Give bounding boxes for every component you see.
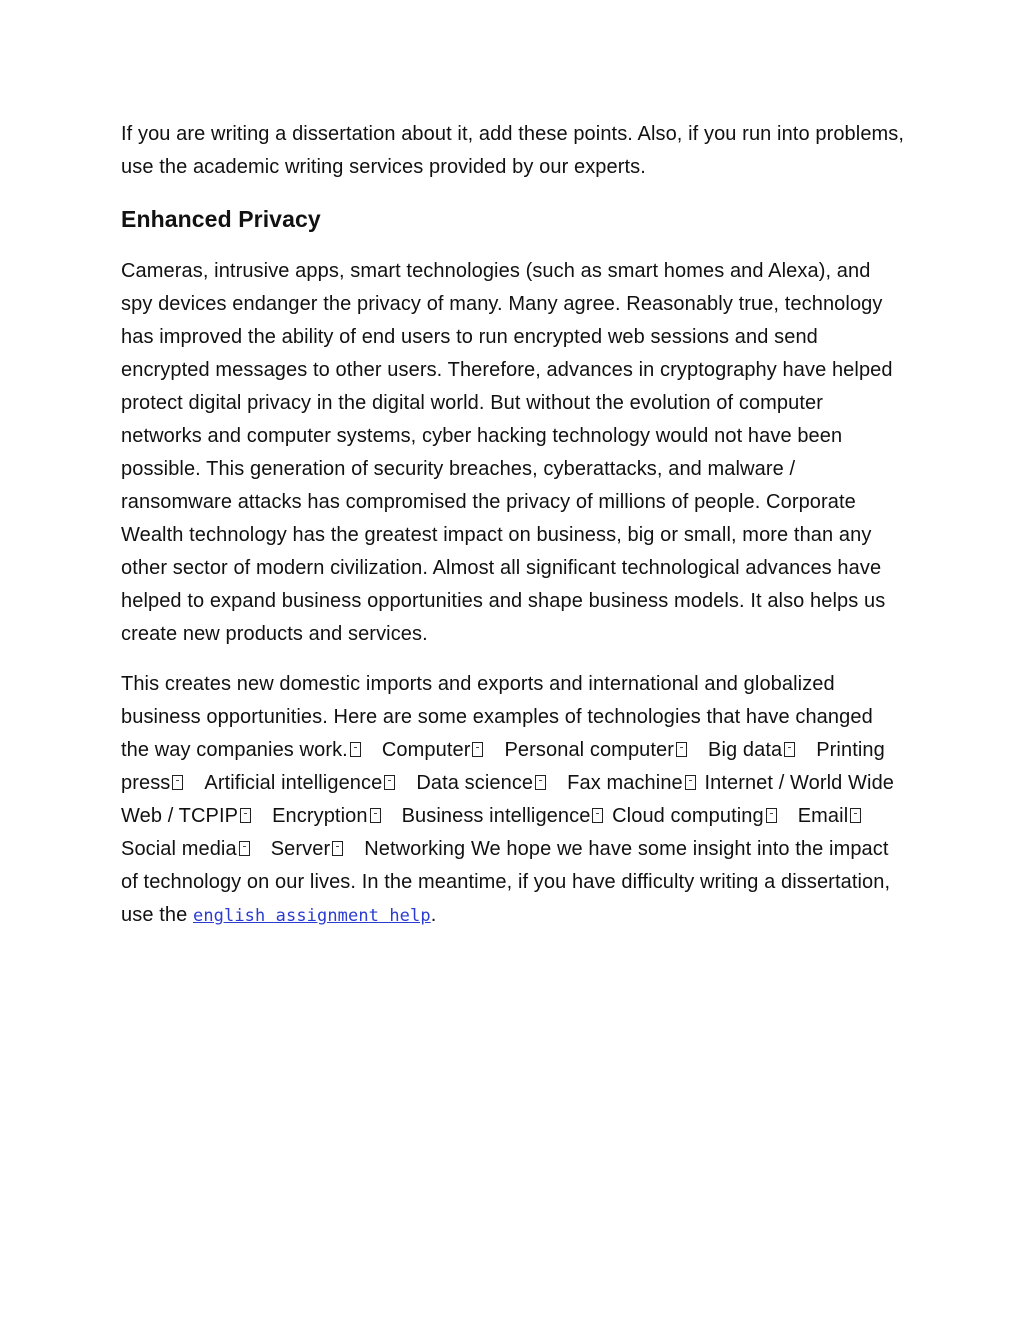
- list-item: Encryption: [272, 805, 368, 827]
- missing-glyph-icon: [676, 742, 687, 757]
- list-item: Networking: [364, 838, 466, 860]
- missing-glyph-icon: [850, 808, 861, 823]
- missing-glyph-icon: [384, 775, 395, 790]
- missing-glyph-icon: [784, 742, 795, 757]
- list-intro-text: This creates new domestic imports and exports and international and globalized business opportunities. Here are some examples of technologies that have changed the way companies work.: [121, 673, 873, 761]
- list-item: Business intelligence: [401, 805, 591, 827]
- privacy-paragraph: Cameras, intrusive apps, smart technologies (such as smart homes and Alexa), and spy devices endanger the privacy of many. Many agree. Reasonably true, technology has improved the ability of end users to run encrypted web sessions and send encrypted messages to other users. Therefore, advances in cryptography have helped protect digital privacy in the digital world. But without the evolution of computer networks and computer systems, cyber hacking technology would not have been possible. This generation of security breaches, cyberattacks, and malware / ransomware attacks has compromised the privacy of millions of people. Corporate Wealth technology has the greatest impact on business, big or small, more than any other sector of modern civilization. Almost all significant technological advances have helped to expand business opportunities and shape business models. It also helps us create new products and services.: [121, 260, 893, 645]
- list-item: Printing press: [121, 739, 885, 794]
- missing-glyph-icon: [240, 808, 251, 823]
- list-item: Computer: [381, 739, 471, 761]
- missing-glyph-icon: [350, 742, 361, 757]
- english-assignment-help-link[interactable]: english assignment help: [192, 906, 431, 926]
- list-item: Data science: [416, 772, 534, 794]
- missing-glyph-icon: [592, 808, 603, 823]
- list-item: Email: [797, 805, 849, 827]
- list-item: Server: [270, 838, 331, 860]
- missing-glyph-icon: [685, 775, 696, 790]
- missing-glyph-icon: [535, 775, 546, 790]
- section-heading: Enhanced Privacy: [121, 206, 321, 232]
- list-item: Artificial intelligence: [204, 772, 383, 794]
- list-item: Big data: [708, 739, 783, 761]
- document-body: [121, 118, 906, 933]
- missing-glyph-icon: [332, 841, 343, 856]
- list-item: Fax machine: [567, 772, 683, 794]
- missing-glyph-icon: [766, 808, 777, 823]
- list-item: Internet / World Wide Web / TCPIP: [121, 772, 895, 827]
- list-item: Social media: [121, 838, 237, 860]
- missing-glyph-icon: [172, 775, 183, 790]
- closing-period: .: [430, 904, 437, 926]
- missing-glyph-icon: [370, 808, 381, 823]
- missing-glyph-icon: [239, 841, 250, 856]
- closing-text: We hope we have some insight into the impact of technology on our lives. In the meantime, if you have difficulty writing a dissertation, use the: [121, 838, 891, 926]
- technologies-paragraph: [121, 668, 906, 933]
- intro-paragraph: If you are writing a dissertation about it, add these points. Also, if you run into problems, use the academic writing services provided by our experts.: [121, 123, 905, 178]
- list-item: Cloud computing: [612, 805, 764, 827]
- list-item: Personal computer: [504, 739, 675, 761]
- missing-glyph-icon: [472, 742, 483, 757]
